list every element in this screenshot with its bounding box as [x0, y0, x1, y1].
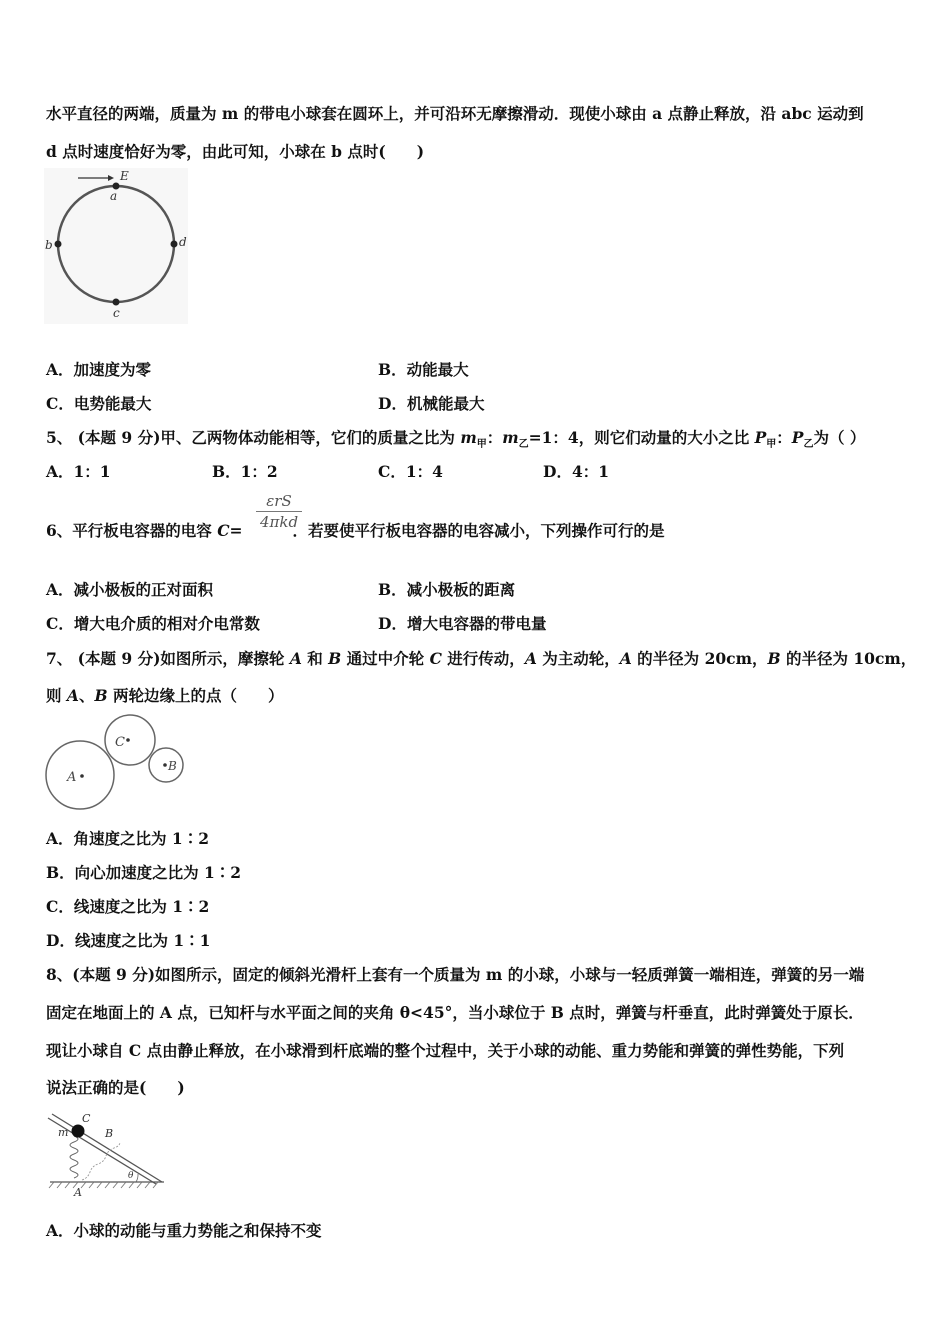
q8-label-B: B	[105, 1127, 114, 1140]
q6-option-b[interactable]: B．减小极板的距离	[378, 580, 516, 599]
q5-option-a[interactable]: A．1：1	[46, 462, 111, 481]
q6-capacitance-fraction	[256, 492, 302, 531]
q8-incline-figure	[44, 1106, 170, 1202]
q6-option-d[interactable]: D．增大电容器的带电量	[378, 614, 547, 633]
q6-fraction-denominator: 4πkd	[259, 513, 299, 531]
q7-option-a[interactable]: A．角速度之比为 1∶2	[46, 829, 209, 848]
q8-text-line2: 固定在地面上的 A 点，已知杆与水平面之间的夹角 θ<45°，当小球位于 B 点时，弹簧与杆垂直，此时弹簧处于原长．	[46, 1003, 864, 1022]
q6-option-c[interactable]: C．增大电介质的相对介电常数	[46, 614, 260, 633]
q4-option-d[interactable]: D．机械能最大	[378, 394, 485, 413]
q4-text-line2: d 点时速度恰好为零，由此可知，小球在 b 点时( )	[46, 142, 425, 161]
q4-label-d: d	[179, 235, 187, 249]
q8-option-a[interactable]: A．小球的动能与重力势能之和保持不变	[46, 1221, 322, 1240]
q4-option-c[interactable]: C．电势能最大	[46, 394, 152, 413]
q4-label-c: c	[113, 306, 120, 320]
q4-label-b: b	[45, 238, 53, 252]
q7-label-B: B	[168, 759, 177, 773]
q8-text-line4: 说法正确的是( )	[46, 1078, 185, 1097]
q4-label-E: E	[120, 169, 129, 183]
q4-option-a[interactable]: A．加速度为零	[46, 360, 152, 379]
q6-question-text: 6、平行板电容器的电容 C= ．若要使平行板电容器的电容减小，下列操作可行的是	[46, 521, 665, 540]
q5-option-b[interactable]: B．1：2	[212, 462, 278, 481]
q7-option-d[interactable]: D．线速度之比为 1∶1	[46, 931, 211, 950]
q4-option-b[interactable]: B．动能最大	[378, 360, 469, 379]
q8-text-line1: 8、(本题 9 分)如图所示，固定的倾斜光滑杆上套有一个质量为 m 的小球，小球与一轻质弹簧一端相连，弹簧的另一端	[46, 965, 865, 984]
q4-ring-figure	[44, 168, 188, 324]
q8-text-line3: 现让小球自 C 点由静止释放，在小球滑到杆底端的整个过程中，关于小球的动能、重力势能和弹簧的弹性势能，下列	[46, 1041, 845, 1060]
q7-option-b[interactable]: B．向心加速度之比为 1∶2	[46, 863, 242, 882]
q7-text-line1: 7、 (本题 9 分)如图所示，摩擦轮 A 和 B 通过中介轮 C 进行传动，A 为主动轮，A 的半径为 20cm，B 的半径为 10cm，	[46, 649, 917, 668]
q8-label-C: C	[82, 1112, 91, 1125]
q7-label-A: A	[67, 770, 77, 785]
q7-wheels-figure	[42, 714, 186, 814]
q6-fraction-numerator: εrS	[256, 492, 302, 512]
q7-label-C: C	[115, 735, 125, 750]
q7-text-line2: 则 A、B 两轮边缘上的点（ ）	[46, 686, 284, 705]
q4-label-a: a	[110, 189, 118, 203]
q5-question-text: 5、 (本题 9 分)甲、乙两物体动能相等，它们的质量之比为 $m_甲$：$m_乙=1$：4，则它们动量的大小之比 $P_甲$：$P_乙$为（ ）	[46, 428, 866, 451]
q8-label-m: m	[58, 1126, 69, 1139]
q8-label-theta: θ	[128, 1171, 134, 1181]
q8-label-A: A	[74, 1186, 82, 1199]
q6-option-a[interactable]: A．减小极板的正对面积	[46, 580, 214, 599]
q5-option-c[interactable]: C．1：4	[378, 462, 443, 481]
q5-option-d[interactable]: D．4：1	[543, 462, 610, 481]
q7-option-c[interactable]: C．线速度之比为 1∶2	[46, 897, 210, 916]
q4-text-line1: 水平直径的两端，质量为 m 的带电小球套在圆环上，并可沿环无摩擦滑动．现使小球由 a 点静止释放，沿 abc 运动到	[46, 104, 864, 123]
